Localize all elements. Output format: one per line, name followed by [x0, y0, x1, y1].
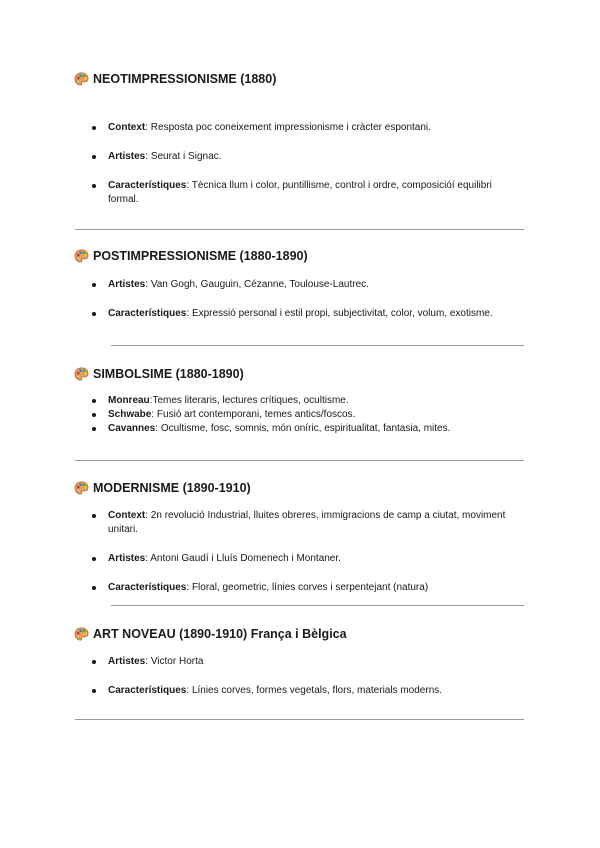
item-term: Context: [108, 510, 146, 521]
bullet-list-art-noveau: [92, 655, 512, 698]
list-item: [92, 509, 512, 537]
item-text: Línies corves, formes vegetals, flors, materials moderns.: [191, 685, 443, 696]
item-term: Artistes: [108, 656, 146, 667]
item-separator: :: [145, 553, 151, 564]
section-title-simbolsime: [74, 367, 244, 381]
section-divider: [111, 605, 524, 606]
palette-icon: [74, 249, 89, 263]
item-separator: :: [186, 180, 192, 191]
section-title-text: NEOTIMPRESSIONISME (1880): [93, 72, 277, 86]
section-divider: [75, 229, 524, 230]
list-item: [92, 150, 512, 164]
section-title-neotimpressionisme: [74, 72, 276, 86]
item-text: Temes literaris, lectures crítiques, ocultisme.: [152, 395, 349, 406]
section-title-text: POSTIMPRESSIONISME (1880-1890): [93, 249, 308, 263]
section-title-art-noveau: [74, 627, 347, 641]
item-term: Cavannes: [108, 423, 156, 434]
item-text: Fusió art contemporani, temes antics/foscos.: [156, 409, 356, 420]
section-divider: [111, 345, 524, 346]
item-text: Tècnica llum i color, puntillisme, control i ordre, composicióí equilibri formal.: [108, 180, 492, 205]
list-item: [92, 394, 512, 408]
section-title-text: MODERNISME (1890-1910): [93, 481, 251, 495]
item-separator: :: [186, 582, 192, 593]
item-text: Victor Horta: [150, 656, 204, 667]
bullet-list-simbolsime: [92, 394, 512, 436]
bullet-list-modernisme: [92, 509, 512, 595]
bullet-list-neotimpressionisme: [92, 121, 512, 207]
item-separator: :: [155, 423, 161, 434]
list-item: [92, 121, 512, 135]
item-text: 2n revolució Industrial, lluites obreres, immigracions de camp a ciutat, moviment unitari.: [108, 510, 506, 535]
item-text: Floral, geometric, línies corves i serpentejant (natura): [191, 582, 429, 593]
item-term: Artistes: [108, 151, 146, 162]
bullet-list-postimpressionisme: [92, 278, 512, 321]
item-term: Característiques: [108, 582, 187, 593]
list-item: [92, 179, 512, 207]
item-text: Ocultisme, fosc, somnis, món oníric, espiritualitat, fantasia, mites.: [160, 423, 451, 434]
section-title-text: SIMBOLSIME (1880-1890): [93, 367, 244, 381]
section-title-postimpressionisme: [74, 249, 308, 263]
palette-icon: [74, 481, 89, 495]
list-item: [92, 552, 512, 566]
item-term: Monreau: [108, 395, 150, 406]
list-item: [92, 581, 512, 595]
list-item: [92, 408, 512, 422]
item-text: Expressió personal i estil propi, subjectivitat, color, volum, exotisme.: [191, 308, 493, 319]
palette-icon: [74, 627, 89, 641]
section-title-text: ART NOVEAU (1890-1910) França i Bèlgica: [93, 627, 347, 641]
item-term: Artistes: [108, 279, 146, 290]
item-text: Van Gogh, Gauguin, Cézanne, Toulouse-Lautrec.: [150, 279, 369, 290]
item-separator: :: [149, 395, 153, 406]
item-separator: :: [145, 656, 151, 667]
section-divider: [75, 719, 524, 720]
item-separator: :: [186, 685, 192, 696]
palette-icon: [74, 367, 89, 381]
list-item: [92, 307, 512, 321]
item-separator: :: [145, 510, 151, 521]
item-separator: :: [151, 409, 157, 420]
item-separator: :: [186, 308, 192, 319]
item-term: Schwabe: [108, 409, 152, 420]
item-text: Resposta poc coneixement impressionisme i cràcter espontani.: [150, 122, 431, 133]
section-title-modernisme: [74, 481, 251, 495]
item-text: Antoni Gaudí i Lluís Domenech i Montaner.: [150, 553, 341, 564]
palette-icon: [74, 72, 89, 86]
item-term: Característiques: [108, 685, 187, 696]
list-item: [92, 422, 512, 436]
list-item: [92, 655, 512, 669]
item-term: Artistes: [108, 553, 146, 564]
item-term: Característiques: [108, 308, 187, 319]
item-separator: :: [145, 151, 151, 162]
item-term: Context: [108, 122, 146, 133]
item-text: Seurat i Signac.: [150, 151, 222, 162]
item-separator: :: [145, 122, 151, 133]
item-term: Característiques: [108, 180, 187, 191]
section-divider: [75, 460, 524, 461]
list-item: [92, 278, 512, 292]
item-separator: :: [145, 279, 151, 290]
list-item: [92, 684, 512, 698]
